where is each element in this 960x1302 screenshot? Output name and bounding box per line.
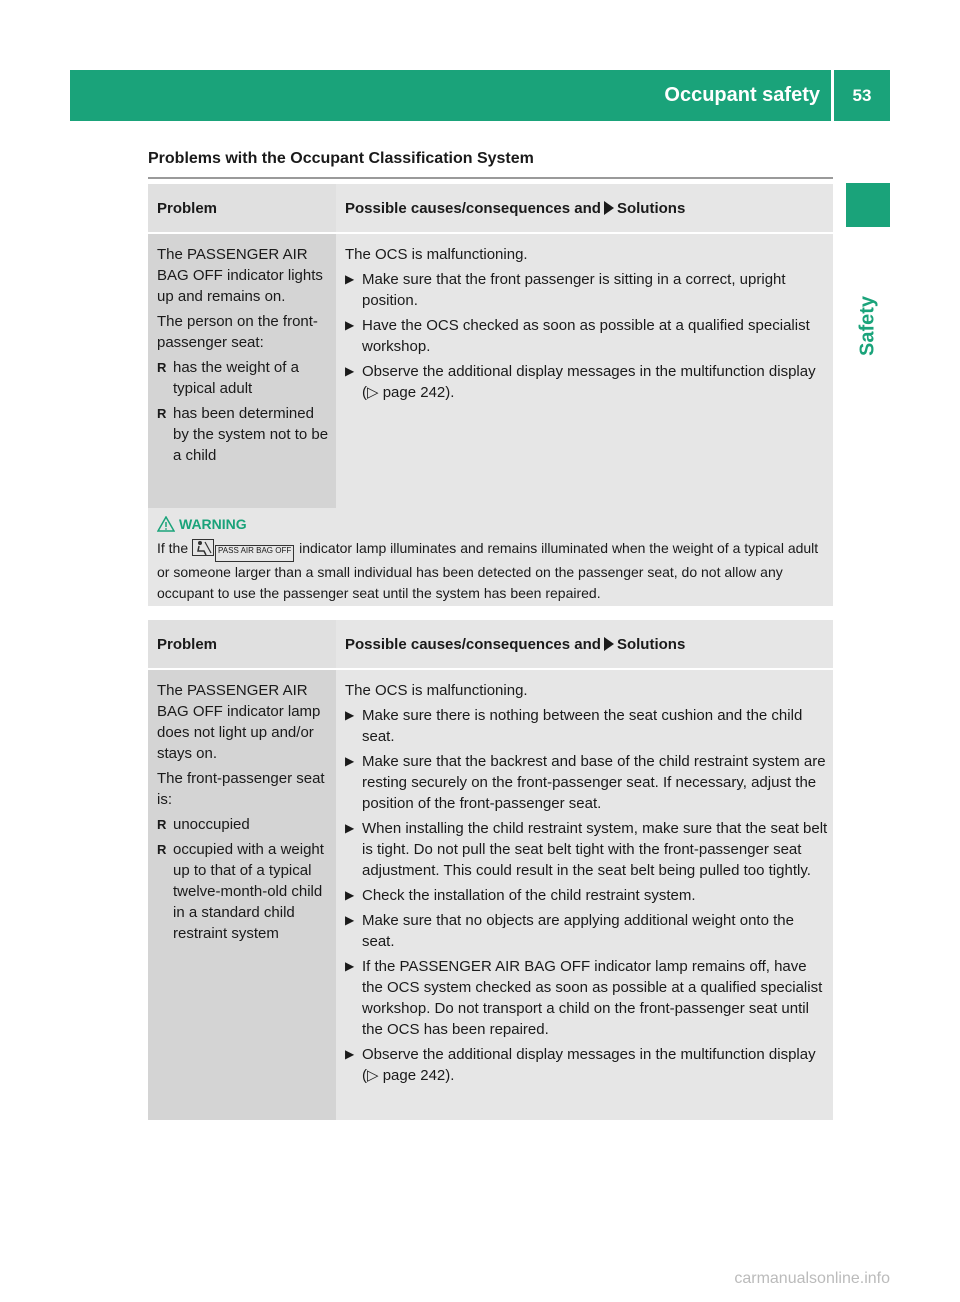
step-text: Check the installation of the child restraint system. <box>362 887 696 904</box>
list-item <box>345 705 829 747</box>
problem-column-header: Problem <box>148 620 336 669</box>
list-item <box>157 403 332 466</box>
play-arrow-icon <box>604 201 614 215</box>
list-item <box>345 818 829 881</box>
list-item <box>345 1044 829 1086</box>
section-title: Problems with the Occupant Classification System <box>148 150 534 167</box>
step-text: Make sure there is nothing between the seat cushion and the child seat. <box>362 707 803 745</box>
page-number: 53 <box>852 86 872 105</box>
watermark: carmanualsonline.info <box>734 1270 890 1287</box>
solution-intro: The OCS is malfunctioning. <box>345 682 528 699</box>
warning-text-post: indicator lamp illuminates and remains illuminated when the weight of a typical adult or someone larger than a small individual has been detected on the passenger seat, do not allow any occupant to use the passenger seat until the system has been repaired. <box>157 540 819 601</box>
step-text: When installing the child restraint system, make sure that the seat belt is tight. Do not pull the seat belt tight with the front-passenger seat adjustment. This could result in the seat belt being pulled too tightly. <box>362 820 828 879</box>
list-item <box>345 269 829 311</box>
step-arrow-icon: ▶ <box>345 959 355 973</box>
step-text: If the PASSENGER AIR BAG OFF indicator lamp remains off, have the OCS system checked as soon as possible at a qualified specialist workshop. Do not transport a child on the front-passenger seat until the OCS has been repaired. <box>362 958 823 1038</box>
problem-table-1 <box>148 184 833 510</box>
solution-cell <box>336 669 833 1120</box>
warning-heading-text: WARNING <box>179 516 247 532</box>
play-arrow-icon <box>604 637 614 651</box>
step-arrow-icon: ▶ <box>345 318 355 332</box>
list-item <box>345 885 829 906</box>
problem-lead: The front-passenger seat is: <box>157 770 325 808</box>
problem-lead: The person on the front-passenger seat: <box>157 313 318 351</box>
bullet-icon: R <box>157 360 167 375</box>
bullet-text: has been determined by the system not to be a child <box>173 405 329 464</box>
bullet-icon: R <box>157 817 167 832</box>
page-ref-triangle-icon: ▷ <box>367 1067 383 1084</box>
step-text: Observe the additional display messages in the multifunction display ( <box>362 1046 816 1084</box>
problem-table-2 <box>148 620 833 1120</box>
step-arrow-icon: ▶ <box>345 272 355 286</box>
seat-occupant-icon <box>192 539 214 556</box>
problem-column-header: Problem <box>148 184 336 233</box>
problem-cell <box>148 233 336 510</box>
step-arrow-icon: ▶ <box>345 913 355 927</box>
step-arrow-icon: ▶ <box>345 754 355 768</box>
bullet-text: has the weight of a typical adult <box>173 359 299 397</box>
problem-cell <box>148 669 336 1120</box>
solutions-header-pre: Possible causes/consequences and <box>345 636 601 653</box>
problem-intro: The PASSENGER AIR BAG OFF indicator lamp does not light up and/or stays on. <box>157 682 321 762</box>
bullet-icon: R <box>157 842 167 857</box>
warning-triangle-icon <box>157 516 175 532</box>
solutions-header-pre: Possible causes/consequences and <box>345 200 601 217</box>
step-text: Have the OCS checked as soon as possible at a qualified specialist workshop. <box>362 317 810 355</box>
step-text: Make sure that no objects are applying additional weight onto the seat. <box>362 912 794 950</box>
step-arrow-icon: ▶ <box>345 1047 355 1061</box>
solution-cell <box>336 233 833 510</box>
list-item <box>345 956 829 1040</box>
passenger-airbag-off-icon: PASS AIR BAG OFF <box>215 545 294 562</box>
step-arrow-icon: ▶ <box>345 364 355 378</box>
solutions-header-post: Solutions <box>616 636 686 653</box>
list-item <box>345 361 829 403</box>
list-item <box>157 357 332 399</box>
list-item <box>345 910 829 952</box>
table-row <box>148 233 833 510</box>
page-reference-link[interactable]: page 242). <box>382 384 455 401</box>
bullet-text: unoccupied <box>173 816 250 833</box>
solution-intro: The OCS is malfunctioning. <box>345 246 528 263</box>
table-header-row <box>148 184 833 233</box>
step-text: Observe the additional display messages in the multifunction display ( <box>362 363 816 401</box>
step-arrow-icon: ▶ <box>345 708 355 722</box>
step-text: Make sure that the backrest and base of the child restraint system are resting securely on the front-passenger seat. If necessary, adjust the position of the front-passenger seat. <box>362 753 826 812</box>
warning-text-pre: If the <box>157 540 189 556</box>
problem-intro: The PASSENGER AIR BAG OFF indicator lights up and remains on. <box>157 246 323 305</box>
warning-text <box>157 538 824 604</box>
list-item <box>157 814 332 835</box>
step-arrow-icon: ▶ <box>345 821 355 835</box>
page-ref-triangle-icon: ▷ <box>367 384 383 401</box>
step-text: Make sure that the front passenger is sitting in a correct, upright position. <box>362 271 786 309</box>
table-row <box>148 669 833 1120</box>
bullet-text: occupied with a weight up to that of a typical twelve-month-old child in a standard child restraint system <box>173 841 324 942</box>
solutions-header-post: Solutions <box>616 200 686 217</box>
step-arrow-icon: ▶ <box>345 888 355 902</box>
side-tab-label: Safety <box>856 295 879 356</box>
list-item <box>345 751 829 814</box>
page-reference-link[interactable]: page 242). <box>382 1067 455 1084</box>
solutions-column-header <box>336 620 833 669</box>
solutions-column-header <box>336 184 833 233</box>
list-item <box>345 315 829 357</box>
warning-box <box>148 508 833 606</box>
section-rule <box>148 177 833 179</box>
side-tab-marker <box>846 183 890 227</box>
table-header-row <box>148 620 833 669</box>
list-item <box>157 839 332 944</box>
bullet-icon: R <box>157 406 167 421</box>
warning-heading <box>157 514 824 535</box>
chapter-title: Occupant safety <box>664 84 820 106</box>
